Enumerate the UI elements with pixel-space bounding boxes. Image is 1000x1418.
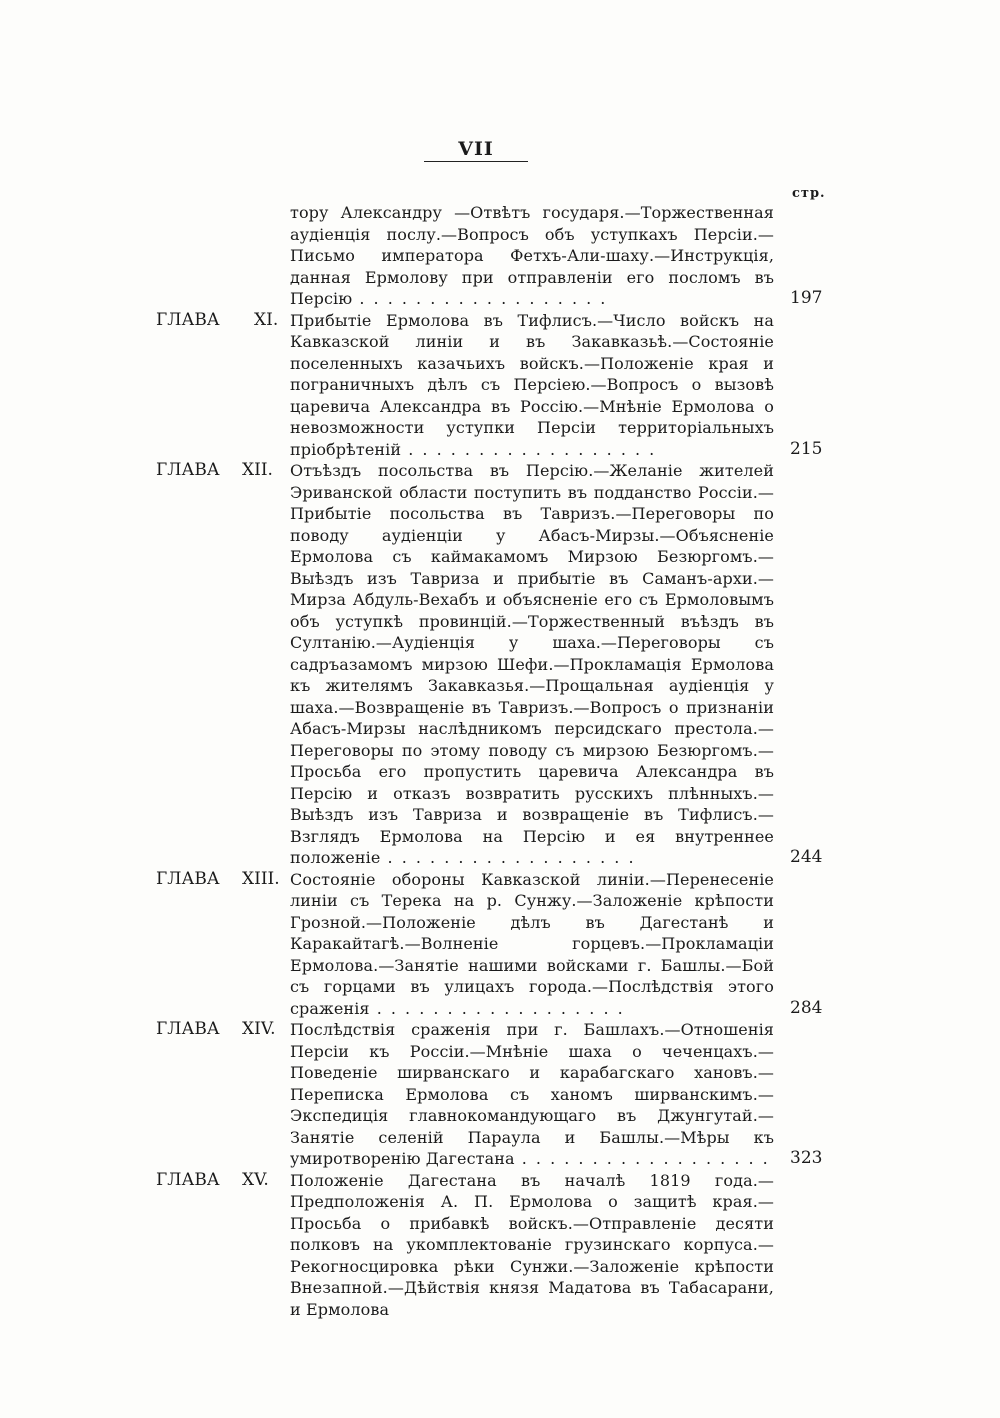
chapter-summary: тору Александру —Отвѣтъ государя.—Торжественная аудіенція послу.—Вопросъ объ уступкахъ Персіи.—Письмо императора Фетхъ-Али-шаху.—Инструкція, данная Ермолову при отправленіи его посломъ въ Персію . . . — [290, 202, 774, 310]
page-number: 215 — [790, 438, 823, 459]
toc-entry-chapter-13 — [0, 869, 1000, 1020]
chapter-summary: Послѣдствія сраженія при г. Башлахъ.—Отношенія Персіи къ Россіи.—Мнѣніе шаха о чеченцахъ.—Поведеніе ширванскаго и карабагскаго хановъ.—Переписка Ермолова съ ханомъ ширванскимъ.—Экспедиція главнокомандующаго въ Джунгутай.—Занятіе селеній Параула и Башлы.—Мѣры къ умиротворенію Дагестана . . . — [290, 1019, 774, 1170]
chapter-number: XII. — [242, 460, 273, 480]
folio-rule — [424, 161, 528, 162]
chapter-word: ГЛАВА — [156, 868, 220, 889]
chapter-number: XI. — [254, 309, 279, 330]
toc-entry-chapter-12 — [0, 460, 1000, 869]
chapter-word: ГЛАВА — [156, 1019, 220, 1039]
page-number: 197 — [790, 288, 823, 308]
toc-entry-chapter-15 — [0, 1170, 1000, 1321]
toc-entry-continuation — [0, 202, 1000, 310]
chapter-number: XIV. — [242, 1019, 276, 1039]
page-folio: VII — [458, 138, 494, 160]
chapter-number: XIII. — [242, 868, 280, 889]
chapter-word: ГЛАВА — [156, 460, 220, 480]
toc-entry-chapter-11 — [0, 310, 1000, 461]
chapter-summary: Отъѣздъ посольства въ Персію.—Желаніе жителей Эриванской области поступить въ подданство Россіи.—Прибытіе посольства въ Тавризъ.—Переговоры по поводу аудіенціи у Абасъ-Мирзы.—Объясненіе Ермолова съ каймакамомъ Мирзою Безюргомъ.—Выѣздъ изъ Тавриза и прибытіе въ Саманъ-архи.—Мирза Абдуль-Вехабъ и объясненіе его съ Ермоловымъ объ уступкѣ провинцій.—Торжественный въѣздъ въ Султанію.—Аудіенція у шаха.—Переговоры съ садръазамомъ мирзою Шефи.—Прокламація Ермолова къ жителямъ Закавказья.—Прощальная аудіенція у шаха.—Возвращеніе въ Тавризъ.—Вопросъ о признаніи Абасъ-Мирзы наслѣдникомъ персидскаго престола.—Переговоры по этому поводу съ мирзою Безюргомъ.—Просьба его пропустить царевича Александра въ Персію и отказъ возвратить русскихъ плѣнныхъ.—Выѣздъ изъ Тавриза и возвращеніе въ Тифлисъ.—Взглядъ Ермолова на Персію и ея внутреннее положеніе . . . — [290, 460, 774, 869]
chapter-summary: Состояніе обороны Кавказской линіи.—Перенесеніе линіи съ Терека на р. Сунжу.—Заложеніе крѣпости Грозной.—Положеніе дѣлъ въ Дагестанѣ и Каракайтагѣ.—Волненіе горцевъ.—Прокламаціи Ермолова.—Занятіе нашими войсками г. Башлы.—Бой съ горцами въ улицахъ города.—Послѣдствія этого сраженія . . . — [290, 869, 774, 1020]
page-number: 323 — [790, 1148, 823, 1168]
chapter-word: ГЛАВА — [156, 1169, 220, 1190]
page-number: 284 — [790, 997, 823, 1018]
chapter-number: XV. — [242, 1169, 269, 1190]
chapter-summary: Прибытіе Ермолова въ Тифлисъ.—Число войскъ на Кавказской линіи и въ Закавказьѣ.—Состояніе поселенныхъ казачьихъ войскъ.—Положеніе края и пограничныхъ дѣлъ съ Персіею.—Вопросъ о вызовѣ царевича Александра въ Россію.—Мнѣніе Ермолова о невозможности уступки Персіи территоріальныхъ пріобрѣтеній . . . — [290, 310, 774, 461]
chapter-word: ГЛАВА — [156, 309, 220, 330]
page-number: 244 — [790, 847, 823, 867]
chapter-summary: Положеніе Дагестана въ началѣ 1819 года.—Предположенія А. П. Ермолова о защитѣ края.—Просьба о прибавкѣ войскъ.—Отправленіе десяти полковъ на укомплектованіе грузинскаго корпуса.—Рекогносцировка рѣки Сунжи.—Заложеніе крѣпости Внезапной.—Дѣйствія князя Мадатова въ Табасарани, и Ермолова — [290, 1170, 774, 1319]
table-of-contents — [0, 202, 1000, 1320]
toc-entry-chapter-14 — [0, 1019, 1000, 1170]
page-column-label: стр. — [792, 186, 826, 201]
